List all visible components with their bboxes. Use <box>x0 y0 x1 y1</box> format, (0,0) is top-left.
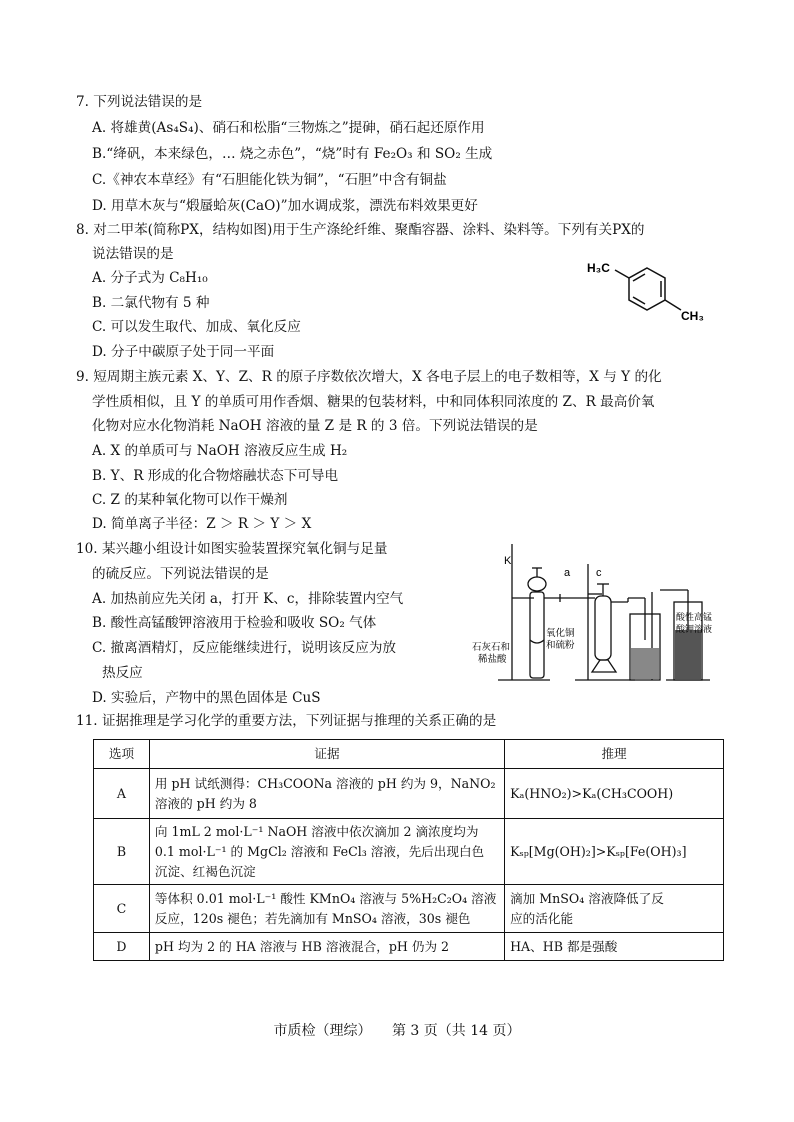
apparatus-label-a: a <box>564 567 571 579</box>
q9-stem-line2: 学性质相似，且 Y 的单质可用作香烟、糖果的包装材料，中和同体积同浓度的 Z、R 最高价氧 <box>92 394 655 410</box>
q7-option-b: B.“绛矾，本来绿色，… 烧之赤色”，“烧”时有 Fe₂O₃ 和 SO₂ 生成 <box>92 146 493 162</box>
q7-option-c: C.《神农本草经》有“石胆能化铁为铜”，“石胆”中含有铜盐 <box>92 172 447 188</box>
apparatus-label-mid1: 氧化铜 <box>546 628 575 639</box>
q9-stem-line1: 9. 短周期主族元素 X、Y、Z、R 的原子序数依次增大，X 各电子层上的电子数相等，X 与 Y 的化 <box>76 369 662 385</box>
p-xylene-structure <box>585 258 725 338</box>
q8-stem-line1: 8. 对二甲苯(简称PX，结构如图)用于生产涤纶纤维、聚酯容器、涂料、染料等。下列有关PX的 <box>76 222 645 238</box>
apparatus-label-c: c <box>596 567 602 579</box>
header-inference: 推理 <box>505 740 724 769</box>
apparatus-diagram <box>470 540 720 692</box>
q11-stem: 11. 证据推理是学习化学的重要方法，下列证据与推理的关系正确的是 <box>76 713 497 729</box>
table-header-row <box>94 740 724 769</box>
evidence-line: 等体积 0.01 mol·L⁻¹ 酸性 KMnO₄ 溶液与 5%H₂C₂O₄ 溶液 <box>154 890 497 906</box>
evidence-line: pH 均为 2 的 HA 溶液与 HB 溶液混合，pH 仍为 2 <box>154 938 450 954</box>
row-inference <box>505 819 724 885</box>
row-evidence <box>149 769 504 819</box>
evidence-line: 反应，120s 褪色；若先滴加有 MnSO₄ 溶液，30s 褪色 <box>154 910 471 926</box>
row-inference <box>505 885 724 933</box>
q10-stem-line1: 10. 某兴趣小组设计如图实验装置探究氧化铜与足量 <box>76 541 388 557</box>
evidence-line: 溶液的 pH 约为 8 <box>154 795 257 811</box>
evidence-table <box>93 739 724 961</box>
row-evidence <box>149 885 504 933</box>
row-inference <box>505 933 724 961</box>
q10-option-d: D. 实验后，产物中的黑色固体是 CuS <box>92 690 321 706</box>
q9-option-a: A. X 的单质可与 NaOH 溶液反应生成 H₂ <box>92 443 348 459</box>
inference-line: 滴加 MnSO₄ 溶液降低了反 <box>510 890 664 906</box>
q8-option-a: A. 分子式为 C₈H₁₀ <box>92 270 208 286</box>
apparatus-label-right2: 酸钾溶液 <box>676 625 713 635</box>
q10-option-a: A. 加热前应先关闭 a，打开 K、c，排除装置内空气 <box>92 591 404 607</box>
row-option: D <box>94 933 150 961</box>
row-inference <box>505 769 724 819</box>
table-row <box>94 769 724 819</box>
footer-exam-title: 市质检（理综） <box>273 1023 372 1039</box>
q7-option-a: A. 将雄黄(As₄S₄)、硝石和松脂“三物炼之”提砷，硝石起还原作用 <box>92 120 485 136</box>
q8-option-d: D. 分子中碳原子处于同一平面 <box>92 344 275 360</box>
q9-option-c: C. Z 的某种氧化物可以作干燥剂 <box>92 492 288 508</box>
q7-stem: 7. 下列说法错误的是 <box>76 94 203 110</box>
q8-option-c: C. 可以发生取代、加成、氧化反应 <box>92 319 301 335</box>
evidence-line: 向 1mL 2 mol·L⁻¹ NaOH 溶液中依次滴加 2 滴浓度均为 <box>154 823 479 839</box>
struct-label-ch3: CH₃ <box>681 309 704 323</box>
row-option: A <box>94 769 150 819</box>
apparatus-label-mid2: 和硫粉 <box>546 640 575 651</box>
apparatus-label-right1: 酸性高锰 <box>676 613 713 623</box>
inference-line: HA、HB 都是强酸 <box>510 938 618 954</box>
footer-page-number: 第 3 页（共 14 页） <box>391 1023 521 1039</box>
apparatus-label-k: K <box>504 555 512 567</box>
inference-line: Kₛₚ[Mg(OH)₂]>Kₛₚ[Fe(OH)₃] <box>510 843 687 859</box>
header-evidence: 证据 <box>149 740 504 769</box>
row-evidence <box>149 933 504 961</box>
inference-line: Kₐ(HNO₂)>Kₐ(CH₃COOH) <box>510 785 674 801</box>
evidence-line: 0.1 mol·L⁻¹ 的 MgCl₂ 溶液和 FeCl₃ 溶液，先后出现白色 <box>154 843 485 859</box>
header-option: 选项 <box>94 740 150 769</box>
inference-line: 应的活化能 <box>510 910 574 926</box>
row-option: C <box>94 885 150 933</box>
row-evidence <box>149 819 504 885</box>
row-option: B <box>94 819 150 885</box>
apparatus-label-left1: 石灰石和 <box>472 642 511 653</box>
evidence-line: 用 pH 试纸测得：CH₃COONa 溶液的 pH 约为 9，NaNO₂ <box>154 775 496 791</box>
q8-stem-line2: 说法错误的是 <box>92 246 174 262</box>
q9-option-b: B. Y、R 形成的化合物熔融状态下可导电 <box>92 468 339 484</box>
struct-label-h3c: H₃C <box>587 261 610 275</box>
apparatus-label-left2: 稀盐酸 <box>478 654 507 665</box>
q7-option-d: D. 用草木灰与“煅蜃蛤灰(CaO)”加水调成浆，漂洗布料效果更好 <box>92 198 478 214</box>
evidence-line: 沉淀、红褐色沉淀 <box>154 863 256 879</box>
table-row <box>94 819 724 885</box>
q10-option-b: B. 酸性高锰酸钾溶液用于检验和吸收 SO₂ 气体 <box>92 615 377 631</box>
q9-option-d: D. 简单离子半径：Z ＞ R ＞ Y ＞ X <box>92 516 312 532</box>
table-row <box>94 933 724 961</box>
q10-option-c-line1: C. 撤离酒精灯，反应能继续进行，说明该反应为放 <box>92 640 397 656</box>
q9-stem-line3: 化物对应水化物消耗 NaOH 溶液的量 Z 是 R 的 3 倍。下列说法错误的是 <box>92 418 538 434</box>
page-footer <box>0 1020 794 1040</box>
q10-option-c-line2: 热反应 <box>102 665 143 681</box>
q10-stem-line2: 的硫反应。下列说法错误的是 <box>92 566 269 582</box>
q8-option-b: B. 二氯代物有 5 种 <box>92 295 210 311</box>
table-row <box>94 885 724 933</box>
